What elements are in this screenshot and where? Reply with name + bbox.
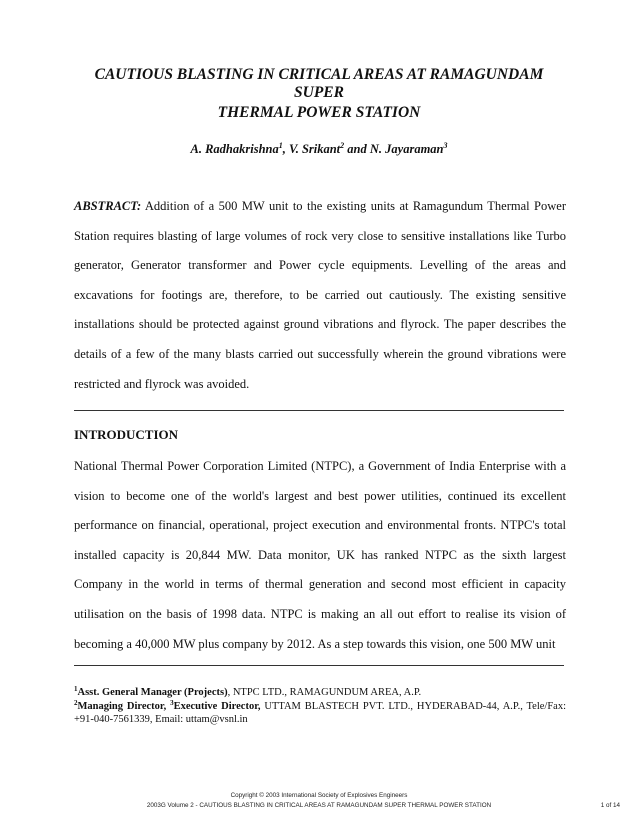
- footnote-1-sup: 1: [74, 685, 78, 693]
- footnote-2: [74, 700, 566, 714]
- footnote-2-role: Managing Director,: [77, 700, 167, 712]
- footnote-contact: +91-040-7561339, Email: uttam@vsnl.in: [74, 714, 248, 725]
- intro-line: installed capacity is 20,844 MW. Data monitor, UK has ranked NTPC as the sixth largest: [74, 547, 566, 562]
- paper-title-line-2: THERMAL POWER STATION: [217, 104, 421, 121]
- intro-line: Company in the world in terms of thermal generation and second most efficient in capacity: [74, 577, 566, 592]
- footnote-3-role: Executive Director,: [173, 700, 261, 712]
- introduction-heading: INTRODUCTION: [74, 427, 179, 442]
- abstract-text: Addition of a 500 MW unit to the existing units at Ramagundum Thermal Power: [141, 199, 566, 213]
- footnote-divider: [74, 665, 564, 666]
- abstract-line: excavations for footings are, therefore, to be carried out cautiously. The existing sensitive: [74, 287, 566, 302]
- footnote-3-sup: 3: [170, 698, 174, 707]
- footnote-1-affiliation: , NTPC LTD., RAMAGUNDUM AREA, A.P.: [227, 687, 422, 698]
- introduction-block: [74, 458, 566, 665]
- footer-running-title: 2003G Volume 2 - CAUTIOUS BLASTING IN CRITICAL AREAS AT RAMAGUNDAM SUPER THERMAL POWER STATION: [146, 802, 492, 809]
- section-divider: [74, 410, 564, 411]
- intro-line: National Thermal Power Corporation Limited (NTPC), a Government of India Enterprise with a: [74, 459, 566, 473]
- footnote-2-sup: 2: [74, 698, 78, 707]
- intro-line: becoming a 40,000 MW plus company by 2012. As a step towards this vision, one 500 MW unit: [74, 636, 556, 651]
- copyright-notice: Copyright © 2003 International Society of Explosives Engineers: [230, 792, 408, 799]
- authors-line: [74, 141, 564, 157]
- author-3: and N. Jayaraman: [344, 142, 444, 156]
- author-2-sup: 2: [340, 141, 345, 150]
- page-number: 1 of 14: [600, 802, 620, 809]
- footnote-1-role: Asst. General Manager (Projects): [77, 687, 228, 698]
- author-1-sup: 1: [278, 141, 283, 150]
- abstract-line: [74, 198, 566, 228]
- abstract-line: details of a few of the many blasts carried out successfully wherein the ground vibrations were: [74, 346, 566, 361]
- paper-title-line-1: CAUTIOUS BLASTING IN CRITICAL AREAS AT RAMAGUNDAM SUPER: [94, 66, 544, 101]
- abstract-line: installations should be protected against ground vibrations and flyrock. The paper describes the: [74, 317, 566, 332]
- abstract-line: generator, Generator transformer and Power cycle equipments. Levelling of the areas and: [74, 258, 566, 273]
- author-2: , V. Srikant: [282, 142, 341, 156]
- abstract-block: [74, 198, 566, 405]
- abstract-label: ABSTRACT:: [74, 199, 142, 213]
- intro-line: vision to become one of the world's largest and best power utilities, continued its excellent: [74, 488, 566, 503]
- footnote-3-affiliation: UTTAM BLASTECH PVT. LTD., HYDERABAD-44, A.P., Tele/Fax:: [260, 700, 566, 712]
- author-1: A. Radhakrishna: [190, 142, 279, 156]
- author-3-sup: 3: [443, 141, 448, 150]
- footnote-1: [74, 686, 566, 700]
- abstract-line: Station requires blasting of large volumes of rock very close to sensitive installations like Turbo: [74, 228, 566, 243]
- intro-line: performance on financial, operational, project execution and environmental fronts. NTPC's total: [74, 518, 566, 533]
- intro-line: utilisation on the basis of 1998 data. NTPC is making an all out effort to realise its vision of: [74, 606, 566, 621]
- footnotes-block: [74, 686, 566, 727]
- abstract-line: restricted and flyrock was avoided.: [74, 376, 250, 391]
